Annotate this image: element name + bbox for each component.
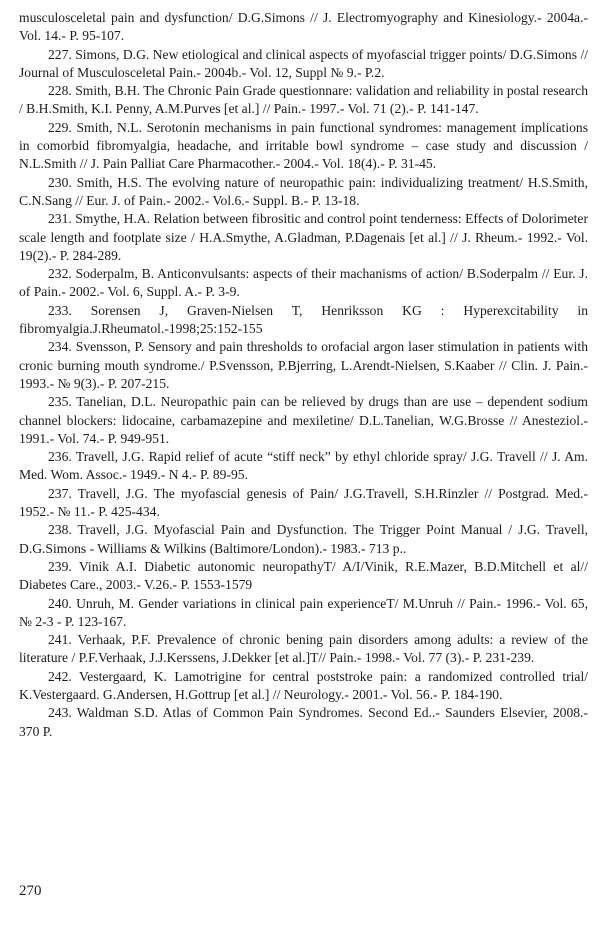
reference-item-231: 231. Smythe, H.A. Relation between fibrositic and control point tenderness: Effects of Dolorimeter scale length and footplate size / H.A.Smythe, A.Gladman, P.Dagenais [et al.] // J. Rheum.- 1992.- Vol. 19(2).- P. 284-289.	[19, 211, 588, 263]
reference-item-238: 238. Travell, J.G. Myofascial Pain and Dysfunction. The Trigger Point Manual / J.G. Travell, D.G.Simons - Williams & Wilkins (Baltimore/London).- 1983.- 713 p..	[19, 522, 588, 556]
reference-item-continued: musculosceletal pain and dysfunction/ D.G.Simons // J. Electromyography and Kinesiology.- 2004a.- Vol. 14.- P. 95-107.	[19, 10, 588, 44]
reference-item-227: 227. Simons, D.G. New etiological and clinical aspects of myofascial trigger points/ D.G.Simons // Journal of Musculosceletal Pain.- 2004b.- Vol. 12, Suppl № 9.- P.2.	[19, 46, 588, 80]
reference-item-233: 233. Sorensen J, Graven-Nielsen T, Henriksson KG : Hyperexcitability in fibromyalgia.J.Rheumatol.-1998;25:152-155	[19, 302, 588, 337]
reference-item-229: 229. Smith, N.L. Serotonin mechanisms in pain functional syndromes: management implications in comorbid fibromyalgia, headache, and irritable bowl syndrome – case study and discussion / N.L.Smith // J. Pain Palliat Care Pharmacother.- 2004.- Vol. 18(4).- P. 31-45.	[19, 119, 588, 172]
reference-item-234: 234. Svensson, P. Sensory and pain thresholds to orofacial argon laser stimulation in patients with cronic burning mouth syndrome./ P.Svensson, P.Bjerring, L.Arendt-Nielsen, S.Kaaber // Clin. J. Pain.- 1993.- № 9(3).- P. 207-215.	[19, 339, 588, 391]
reference-item-237: 237. Travell, J.G. The myofascial genesis of Pain/ J.G.Travell, S.H.Rinzler // Postgrad. Med.- 1952.- № 11.- P. 425-434.	[19, 485, 588, 520]
reference-item-242: 242. Vestergaard, K. Lamotrigine for central poststroke pain: a randomized controlled trial/ K.Vestergaard. G.Andersen, H.Gottrup [et al.] // Neurology.- 2001.- Vol. 56.- P. 184-190.	[19, 668, 588, 702]
reference-item-240: 240. Unruh, M. Gender variations in clinical pain experienceT/ M.Unruh // Pain.- 1996.- Vol. 65, № 2-3 - P. 123-167.	[19, 595, 588, 629]
page-number: 270	[19, 883, 42, 899]
reference-item-228: 228. Smith, B.H. The Chronic Pain Grade questionnare: validation and reliability in postal research / B.H.Smith, K.I. Penny, A.M.Purves [et al.] // Pain.- 1997.- Vol. 71 (2).- P. 141-147.	[19, 83, 588, 117]
reference-item-241: 241. Verhaak, P.F. Prevalence of chronic bening pain disorders among adults: a review of the literature / P.F.Verhaak, J.J.Kerssens, J.Dekker [et al.]T// Pain.- 1998.- Vol. 77 (3).- P. 231-239.	[19, 632, 588, 666]
reference-item-239: 239. Vinik A.I. Diabetic autonomic neuropathyT/ A/I/Vinik, R.E.Mazer, B.D.Mitchell et al// Diabetes Care., 2003.- V.26.- P. 1553-1579	[19, 558, 588, 593]
reference-item-236: 236. Travell, J.G. Rapid relief of acute “stiff neck” by ethyl chloride spray/ J.G. Travell // J. Am. Med. Wom. Assoc.- 1949.- N 4.- P. 89-95.	[19, 449, 588, 483]
reference-item-235: 235. Tanelian, D.L. Neuropathic pain can be relieved by drugs than are use – dependent sodium channel blockers: lidocaine, carbamazepine and mexiletine/ D.L.Tanelian, W.G.Brosse // Anesteziol.- 1991.- Vol. 74.- P. 949-951.	[19, 394, 588, 446]
reference-list	[19, 9, 588, 741]
reference-item-230: 230. Smith, H.S. The evolving nature of neuropathic pain: individualizing treatment/ H.S.Smith, C.N.Sang // Eur. J. of Pain.- 2002.- Vol.6.- Suppl. B.- P. 13-18.	[19, 174, 588, 208]
reference-item-243: 243. Waldman S.D. Atlas of Common Pain Syndromes. Second Ed..- Saunders Elsevier, 2008.- 370 P.	[19, 705, 588, 739]
reference-item-232: 232. Soderpalm, B. Anticonvulsants: aspects of their machanisms of action/ B.Soderpalm // Eur. J. of Pain.- 2002.- Vol. 6, Suppl. A.- P. 3-9.	[19, 266, 588, 300]
